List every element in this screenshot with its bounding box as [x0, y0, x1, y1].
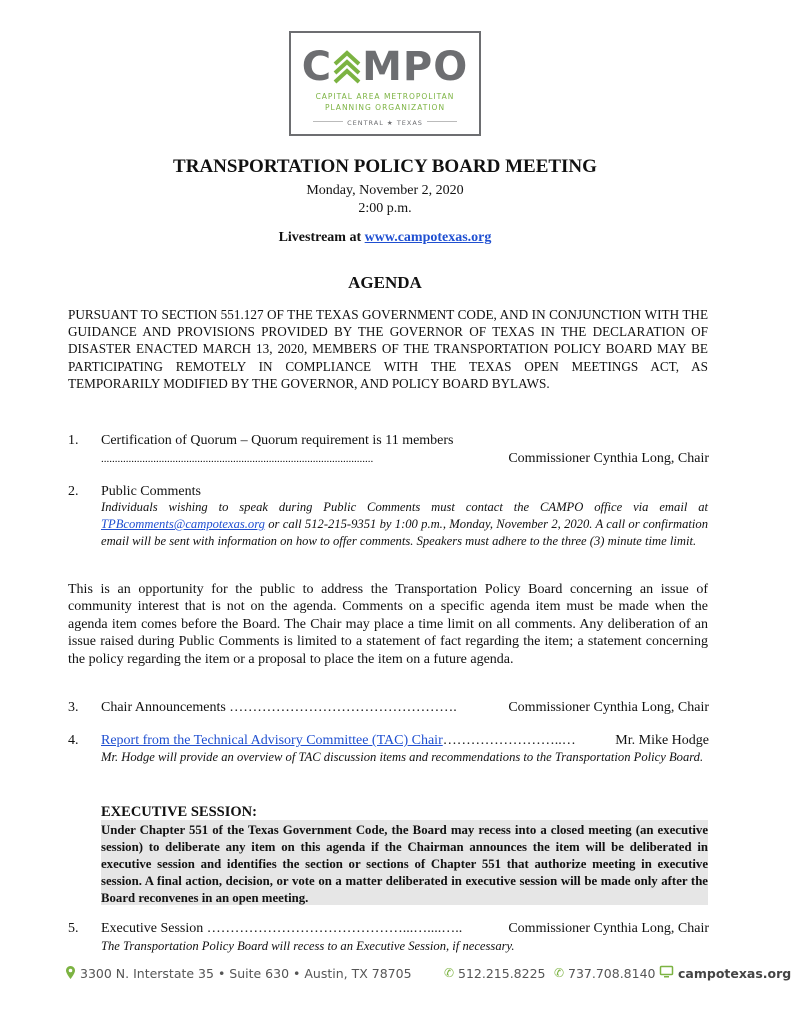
item-5-presenter: Commissioner Cynthia Long, Chair: [508, 921, 709, 936]
item-3-number: 3.: [68, 700, 79, 715]
item-2-note-text-2: or call 512-215-9351 by 1:00 p.m., Monday, November 2, 2020. A call or confirmation email will be sent with information on how to offer comments. Speakers must adhere to the three (3) minute time limit.: [101, 517, 708, 548]
executive-session-heading: EXECUTIVE SESSION:: [101, 804, 257, 820]
item-4-presenter: Mr. Mike Hodge: [615, 733, 709, 748]
footer-address: 3300 N. Interstate 35 • Suite 630 • Austin, TX 78705: [80, 966, 412, 981]
item-5-number: 5.: [68, 921, 79, 936]
item-3-presenter: Commissioner Cynthia Long, Chair: [508, 700, 709, 715]
preamble-text: PURSUANT TO SECTION 551.127 OF THE TEXAS GOVERNMENT CODE, AND IN CONJUNCTION WITH THE GUIDANCE AND PROVISIONS PROVIDED BY THE GOVERNOR OF TEXAS IN THE DECLARATION OF DISASTER ENACTED MARCH 13, 2020, MEMBERS OF THE TRANSPORTATION POLICY BOARD MAY BE PARTICIPATING REMOTELY IN COMPLIANCE WITH THE TEXAS OPEN MEETINGS ACT, AS TEMPORARILY MODIFIED BY THE GOVERNOR, AND POLICY BOARD BYLAWS.: [68, 307, 708, 391]
phone-icon: ✆: [554, 966, 565, 980]
item-2-note: [101, 499, 708, 550]
item-2-number: 2.: [68, 484, 79, 499]
monitor-icon: [660, 966, 673, 981]
campo-logo: [289, 31, 481, 136]
item-1-title: Certification of Quorum – Quorum requirement is 11 members: [101, 433, 454, 448]
item-2-note-text-1: Individuals wishing to speak during Public Comments must contact the CAMPO office via email at: [101, 500, 708, 514]
agenda-heading: AGENDA: [348, 273, 422, 292]
logo-wordmark: [291, 45, 479, 89]
livestream-label: Livestream at: [278, 230, 365, 245]
meeting-time: 2:00 p.m.: [358, 201, 412, 216]
item-4-title: [101, 733, 576, 749]
item-1-leader: ...................................................................................................: [101, 453, 374, 465]
footer-website[interactable]: campotexas.org: [678, 966, 791, 981]
logo-letters-mpo: MPO: [362, 44, 469, 90]
item-5-title: Executive Session ……………………………………...…....…..: [101, 921, 463, 936]
item-4-leader: ……………………..…: [442, 733, 576, 748]
item-1-presenter: Commissioner Cynthia Long, Chair: [508, 451, 709, 466]
executive-session-text: Under Chapter 551 of the Texas Government Code, the Board may recess into a closed meeting (an executive session) to deliberate any item on this agenda if the Chairman announces the item will be deliberated in executive session and identifies the section or sections of Chapter 551 that authorize meeting in executive session. A final action, decision, or vote on a matter deliberated in executive session will be made only after the Board reconvenes in an open meeting.: [101, 823, 708, 905]
livestream-line: [0, 230, 770, 246]
livestream-link[interactable]: www.campotexas.org: [364, 230, 492, 245]
page-title: TRANSPORTATION POLICY BOARD MEETING: [173, 156, 597, 177]
item-1-number: 1.: [68, 433, 79, 448]
tac-report-link[interactable]: Report from the Technical Advisory Committee (TAC) Chair: [101, 733, 443, 748]
chevron-a-icon: [332, 47, 362, 91]
meeting-date: Monday, November 2, 2020: [306, 183, 464, 198]
item-4-note: Mr. Hodge will provide an overview of TAC discussion items and recommendations to the Transportation Policy Board.: [101, 750, 704, 764]
location-pin-icon: [66, 966, 75, 982]
phone-icon: ✆: [444, 966, 455, 980]
footer: [66, 966, 791, 986]
tpb-comments-email-link[interactable]: TPBcomments@campotexas.org: [101, 517, 265, 531]
item-3-title: Chair Announcements ………………………………………….: [101, 700, 457, 715]
item-4-number: 4.: [68, 733, 79, 748]
item-5-note: The Transportation Policy Board will recess to an Executive Session, if necessary.: [101, 939, 515, 953]
footer-phone-1: 512.215.8225: [458, 966, 546, 981]
logo-letter-c: C: [301, 44, 333, 90]
logo-region: CENTRAL ★ TEXAS: [343, 119, 427, 127]
item-2-title: Public Comments: [101, 484, 201, 499]
public-comments-description: This is an opportunity for the public to address the Transportation Policy Board concerning an issue of community interest that is not on the agenda. Comments on a specific agenda item must be made when the agenda item comes before the Board. The Chair may place a time limit on all comments. Any deliberation of an issue raised during Public Comments is limited to a statement of fact regarding the item; a statement concerning the policy regarding the item or a proposal to place the item on a future agenda.: [68, 582, 708, 667]
footer-phone-2: 737.708.8140: [568, 966, 656, 981]
logo-subtitle-2: PLANNING ORGANIZATION: [324, 103, 446, 112]
logo-subtitle-1: CAPITAL AREA METROPOLITAN: [315, 92, 455, 101]
